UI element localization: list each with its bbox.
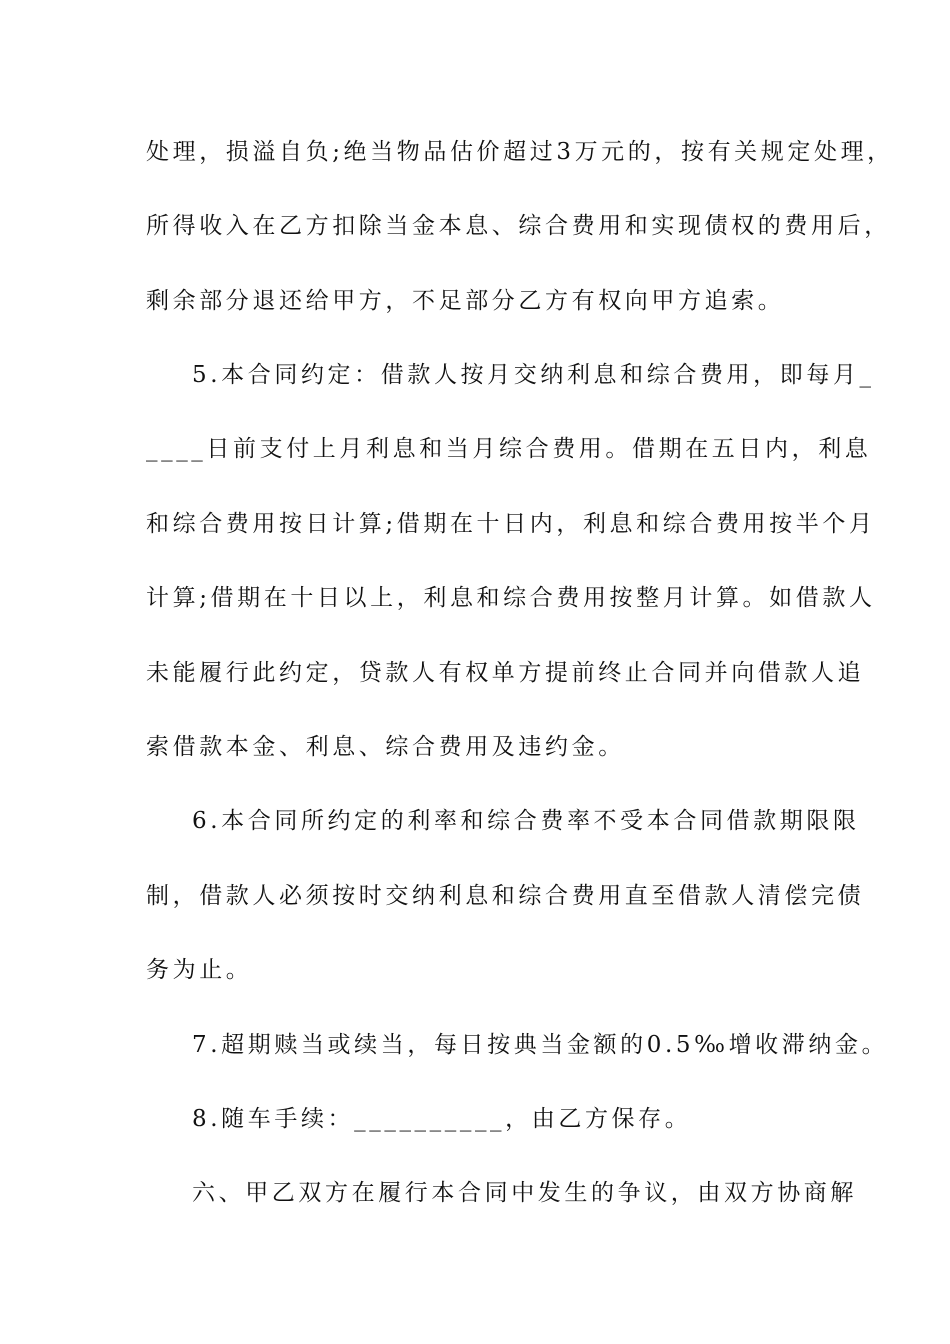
text-line-3: 剩余部分退还给甲方，不足部分乙方有权向甲方追索。 [146,288,785,314]
text-line-11: 制，借款人必须按时交纳利息和综合费用直至借款人清偿完债 [146,883,865,909]
text-line-7: 计算;借期在十日以上，利息和综合费用按整月计算。如借款人 [146,585,876,611]
text-line-9: 索借款本金、利息、综合费用及违约金。 [146,734,625,760]
text-line-6: 和综合费用按日计算;借期在十日内，利息和综合费用按半个月 [146,511,876,537]
text-line-8: 未能履行此约定，贷款人有权单方提前终止合同并向借款人追 [146,660,865,686]
text-line-1: 处理，损溢自负;绝当物品估价超过3万元的，按有关规定处理， [146,139,894,165]
text-line-5: ____日前支付上月利息和当月综合费用。借期在五日内，利息 [146,436,872,462]
text-line-10: 6.本合同所约定的利率和综合费率不受本合同借款期限限 [192,808,860,834]
text-line-13: 7.超期赎当或续当，每日按典当金额的0.5‰增收滞纳金。 [192,1032,889,1058]
text-line-14: 8.随车手续：__________，由乙方保存。 [192,1106,692,1132]
text-line-15: 六、甲乙双方在履行本合同中发生的争议，由双方协商解 [192,1180,857,1206]
text-line-2: 所得收入在乙方扣除当金本息、综合费用和实现债权的费用后， [146,213,891,239]
text-line-12: 务为止。 [146,957,253,983]
text-line-4: 5.本合同约定：借款人按月交纳利息和综合费用，即每月_ [192,362,875,388]
